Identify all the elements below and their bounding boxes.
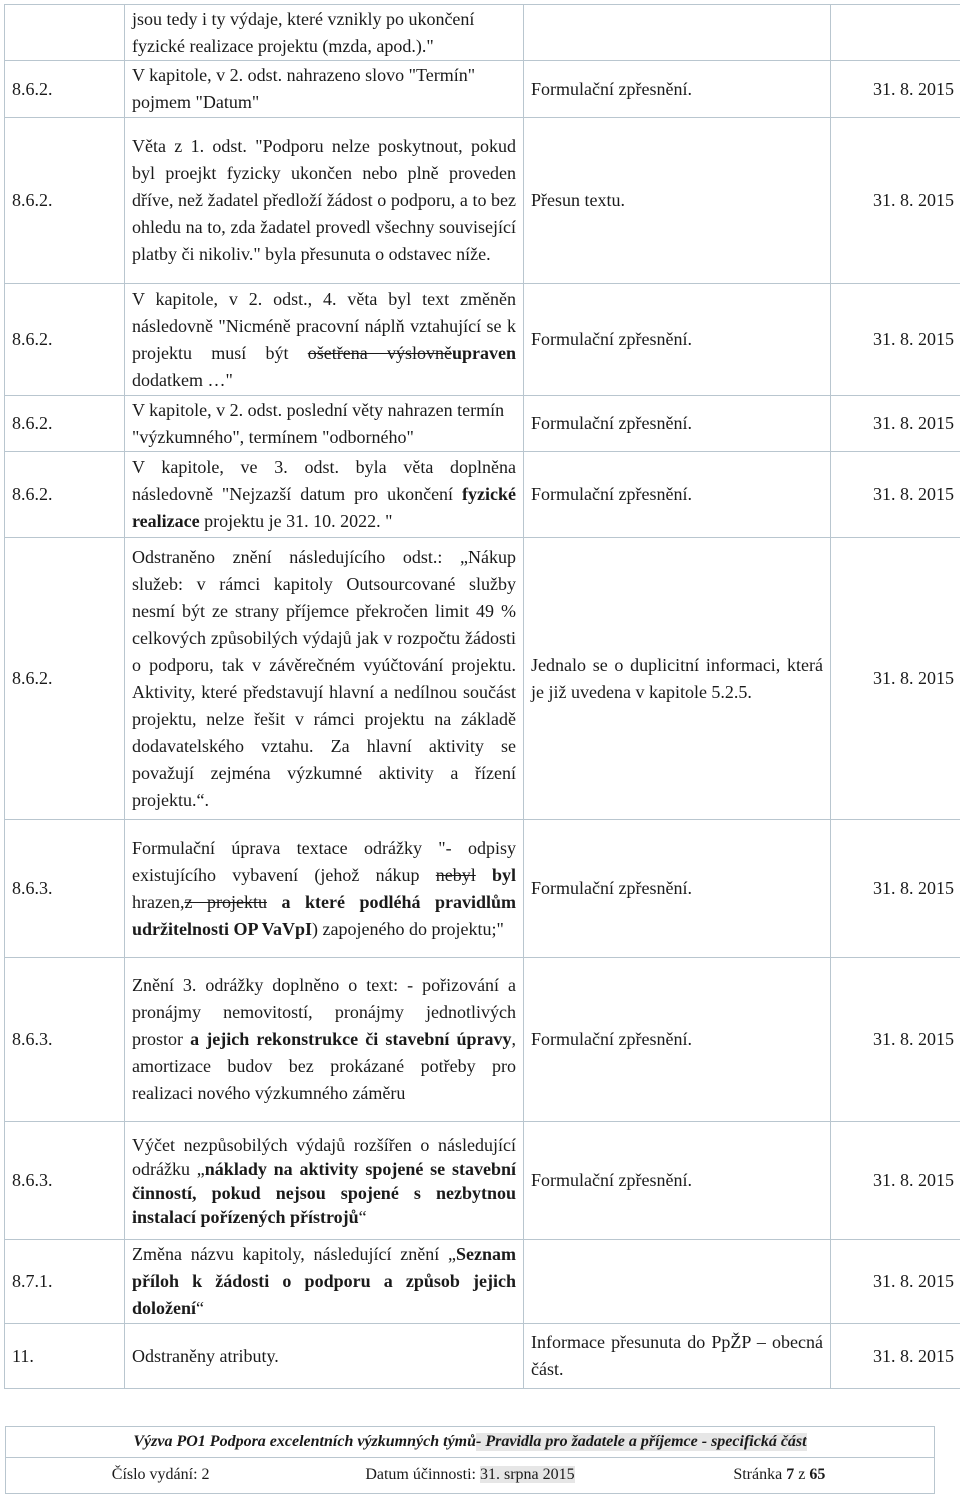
change-text-cell: Odstraněny atributy. — [125, 1324, 524, 1389]
effective-label: Datum účinnosti: — [365, 1466, 480, 1483]
reason-cell: Formulační zpřesnění. — [524, 1122, 831, 1240]
text-part: Znění 3. odrážky doplněno o text: - pořizování a pronájmy nemovitostí, pronájmy jednotlivých prostor — [132, 975, 516, 1049]
inserted-text: byl — [475, 864, 517, 885]
table-row — [5, 820, 960, 958]
reason-cell: Formulační zpřesnění. — [524, 61, 831, 118]
reason-cell: Formulační zpřesnění. — [524, 452, 831, 538]
reason-cell: Formulační zpřesnění. — [524, 396, 831, 452]
changes-table — [4, 4, 960, 1389]
text-part: hrazen, — [132, 891, 185, 912]
text-part: Výčet nezpůsobilých výdajů rozšířen o následující odrážku „ — [132, 1134, 516, 1179]
change-text-cell — [125, 958, 524, 1122]
chapter-cell: 8.7.1. — [5, 1240, 125, 1324]
reason-cell: Formulační zpřesnění. — [524, 284, 831, 396]
deleted-text: nebyl — [435, 864, 476, 885]
reason-cell: Formulační zpřesnění. — [524, 958, 831, 1122]
page-number — [625, 1466, 934, 1484]
table-row — [5, 61, 960, 118]
date-cell: 31. 8. 2015 — [831, 1122, 960, 1240]
footer-doc-name: - Pravidla pro žadatele a příjemce - specifická část — [476, 1433, 807, 1450]
reason-cell — [524, 5, 831, 61]
chapter-cell: 8.6.3. — [5, 820, 125, 958]
footer-call-name: Výzva PO1 Podpora excelentních výzkumných týmů — [133, 1433, 477, 1450]
chapter-cell: 8.6.2. — [5, 61, 125, 118]
text-part: ) zapojeného do projektu;" — [312, 918, 504, 939]
inserted-text: a jejich rekonstrukce či stavební úpravy — [190, 1029, 512, 1049]
chapter-cell: 8.6.2. — [5, 284, 125, 396]
reason-cell — [524, 1240, 831, 1324]
text-part: dodatkem …" — [132, 369, 233, 390]
table-row — [5, 396, 960, 452]
effective-value: 31. srpna 2015 — [479, 1466, 575, 1483]
change-text-cell — [125, 284, 524, 396]
issue-value: 2 — [201, 1466, 210, 1483]
chapter-cell: 8.6.2. — [5, 396, 125, 452]
page-label: Stránka — [733, 1466, 787, 1483]
date-cell: 31. 8. 2015 — [831, 1324, 960, 1389]
inserted-text: a které podléhá pravidlům udržitelnosti OP VaVpI — [132, 891, 516, 939]
date-cell: 31. 8. 2015 — [831, 396, 960, 452]
page-sep: z — [794, 1466, 810, 1483]
table-row — [5, 5, 960, 61]
date-cell: 31. 8. 2015 — [831, 118, 960, 284]
date-cell: 31. 8. 2015 — [831, 538, 960, 820]
change-text-cell — [125, 452, 524, 538]
table-row — [5, 538, 960, 820]
footer-title — [6, 1427, 934, 1458]
chapter-cell: 8.6.3. — [5, 1122, 125, 1240]
date-cell: 31. 8. 2015 — [831, 284, 960, 396]
text-part: , amortizace budov bez prokázané potřeby pro realizaci nového výzkumného záměru — [132, 1029, 516, 1103]
table-row — [5, 1240, 960, 1324]
change-text-cell — [125, 1122, 524, 1240]
deleted-text: ošetřena výslovně — [307, 342, 452, 363]
date-cell: 31. 8. 2015 — [831, 61, 960, 118]
table-row — [5, 284, 960, 396]
change-text-cell: V kapitole, v 2. odst. nahrazeno slovo "Termín" pojmem "Datum" — [125, 61, 524, 118]
inserted-text: Seznam příloh k žádosti o podporu a způsob jejich doložení — [132, 1244, 516, 1318]
page-current: 7 — [786, 1466, 795, 1483]
inserted-text: fyzické realizace — [132, 484, 516, 531]
text-part: “ — [358, 1206, 367, 1227]
reason-cell: Informace přesunuta do PpŽP – obecná část. — [524, 1324, 831, 1389]
table-row — [5, 1122, 960, 1240]
effective-date — [315, 1466, 624, 1484]
change-text-cell: Odstraněno znění následujícího odst.: „Nákup služeb: v rámci kapitoly Outsourcované služby nesmí být ze strany příjemce překročen limit 49 % celkových způsobilých výdajů jak v rozpočtu žádosti o podporu, tak v závěrečném vyúčtování projektu. Aktivity, které představují hlavní a nedílnou součást projektu, nelze řešit v rámci projektu na základě dodavatelského vztahu. Za hlavní aktivity se považují zejména výzkumné aktivity a řízení projektu.“. — [125, 538, 524, 820]
chapter-cell — [5, 5, 125, 61]
table-row — [5, 118, 960, 284]
chapter-cell: 8.6.2. — [5, 538, 125, 820]
text-part: “ — [196, 1298, 205, 1318]
table-row — [5, 958, 960, 1122]
page-footer — [5, 1426, 935, 1494]
reason-cell: Přesun textu. — [524, 118, 831, 284]
page-total: 65 — [809, 1466, 826, 1483]
text-part: Formulační úprava textace odrážky "- odpisy existujícího vybavení (jehož nákup — [132, 837, 516, 885]
table-row — [5, 452, 960, 538]
chapter-cell: 8.6.3. — [5, 958, 125, 1122]
table-row — [5, 1324, 960, 1389]
chapter-cell: 11. — [5, 1324, 125, 1389]
text-part: V kapitole, v 2. odst., 4. věta byl text změněn následovně "Nicméně pracovní náplň vztahující se k projektu musí být — [132, 288, 516, 363]
date-cell: 31. 8. 2015 — [831, 1240, 960, 1324]
issue-label: Číslo vydání: — [111, 1466, 202, 1483]
text-part: projektu je 31. 10. 2022. " — [199, 511, 393, 531]
issue-number — [6, 1466, 315, 1484]
date-cell: 31. 8. 2015 — [831, 820, 960, 958]
date-cell: 31. 8. 2015 — [831, 452, 960, 538]
change-text-cell — [125, 1240, 524, 1324]
inserted-text: upraven — [451, 342, 516, 363]
date-cell: 31. 8. 2015 — [831, 958, 960, 1122]
text-part: Změna názvu kapitoly, následující znění „ — [132, 1244, 456, 1264]
change-text-cell — [125, 820, 524, 958]
change-text-cell: jsou tedy i ty výdaje, které vznikly po ukončení fyzické realizace projektu (mzda, apod.)." — [125, 5, 524, 61]
change-text-cell: Věta z 1. odst. "Podporu nelze poskytnout, pokud byl proejkt fyzicky ukončen nebo plně proveden dříve, než žadatel předloží žádost o podporu, a to bez ohledu na to, zda žadatel provedl všechny související platby či nikoliv." byla přesunuta o odstavec níže. — [125, 118, 524, 284]
inserted-text: náklady na aktivity spojené se stavební činností, pokud nejsou spojené s nezbytnou instalací pořízených přístrojů — [132, 1158, 516, 1227]
text-part: V kapitole, ve 3. odst. byla věta doplněna následovně "Nejzazší datum pro ukončení — [132, 457, 516, 504]
reason-cell: Formulační zpřesnění. — [524, 820, 831, 958]
chapter-cell: 8.6.2. — [5, 452, 125, 538]
chapter-cell: 8.6.2. — [5, 118, 125, 284]
date-cell — [831, 5, 960, 61]
reason-cell: Jednalo se o duplicitní informaci, která je již uvedena v kapitole 5.2.5. — [524, 538, 831, 820]
footer-meta — [6, 1458, 934, 1492]
deleted-text: z projektu — [184, 891, 267, 912]
change-text-cell: V kapitole, v 2. odst. poslední věty nahrazen termín "výzkumného", termínem "odborného" — [125, 396, 524, 452]
